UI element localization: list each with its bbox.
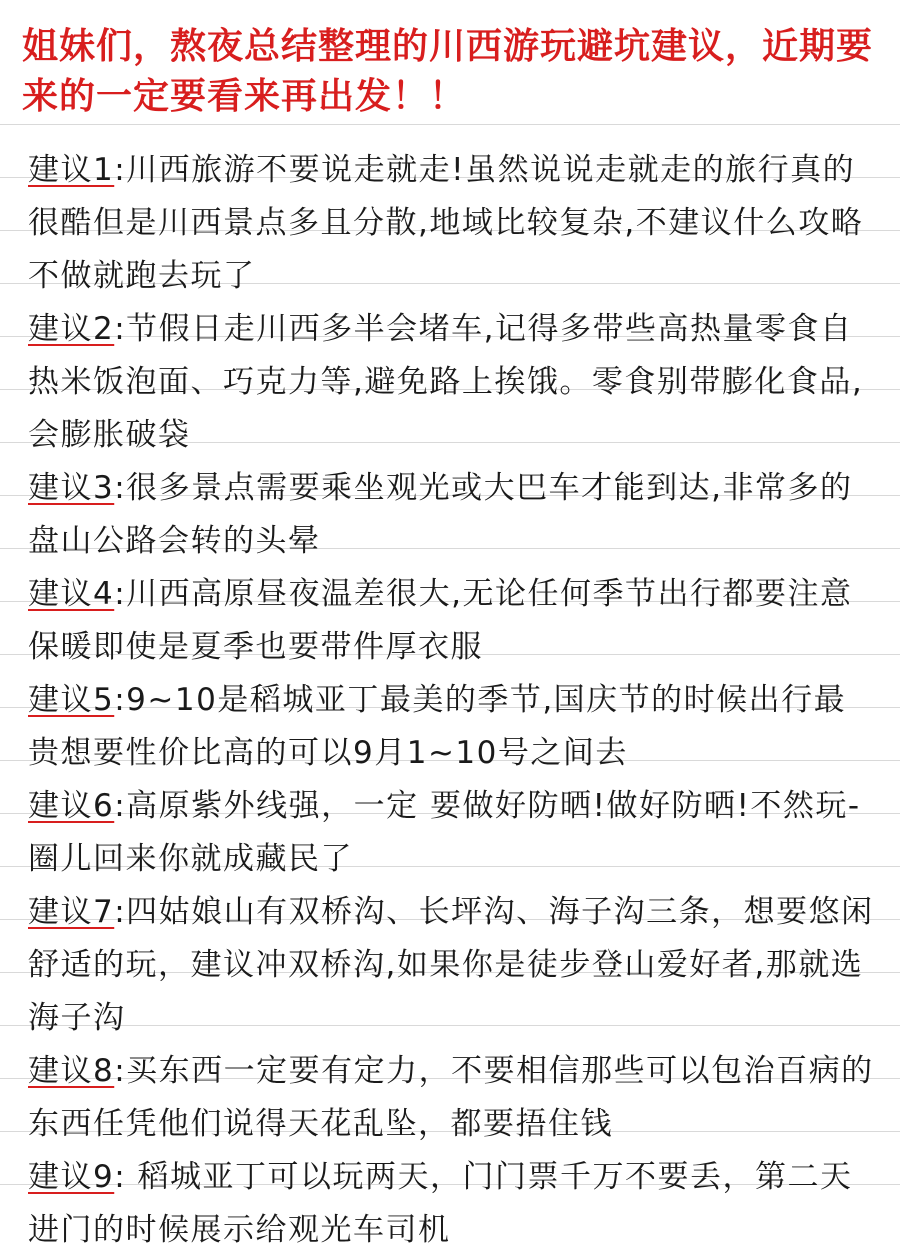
suggestion-label: 建议6	[28, 788, 115, 824]
suggestion-5	[28, 674, 878, 780]
suggestion-text: : 稻城亚丁可以玩两天，门门票千万不要丢，第二天进门的时候展示给观光车司机	[28, 1159, 853, 1248]
suggestion-list	[28, 144, 878, 1257]
suggestion-label: 建议7	[28, 894, 115, 930]
suggestion-label: 建议2	[28, 311, 115, 347]
suggestion-6	[28, 780, 878, 886]
suggestion-text: :买东西一定要有定力，不要相信那些可以包治百病的东西任凭他们说得天花乱坠，都要捂住钱	[28, 1053, 874, 1142]
suggestion-text: :节假日走川西多半会堵车,记得多带些高热量零食自热米饭泡面、巧克力等,避免路上挨饿。零食别带膨化食品,会膨胀破袋	[28, 311, 864, 453]
suggestion-text: :川西旅游不要说走就走!虽然说说走就走的旅行真的很酷但是川西景点多且分散,地域比较复杂,不建议什么攻略不做就跑去玩了	[28, 152, 864, 294]
suggestion-text: :9~10是稻城亚丁最美的季节,国庆节的时候出行最贵想要性价比高的可以9月1~10号之间去	[28, 682, 847, 771]
suggestion-3	[28, 462, 878, 568]
suggestion-label: 建议8	[28, 1053, 115, 1089]
suggestion-8	[28, 1045, 878, 1151]
page-title: 姐妹们，熬夜总结整理的川西游玩避坑建议，近期要来的一定要看来再出发！！	[22, 26, 874, 117]
suggestion-text: :高原紫外线强，一定 要做好防晒!做好防晒!不然玩-圈儿回来你就成藏民了	[28, 788, 861, 877]
suggestion-text: :很多景点需要乘坐观光或大巴车才能到达,非常多的盘山公路会转的头晕	[28, 470, 853, 559]
suggestion-label: 建议9	[28, 1159, 115, 1195]
suggestion-label: 建议1	[28, 152, 115, 188]
suggestion-label: 建议5	[28, 682, 115, 718]
suggestion-2	[28, 303, 878, 462]
suggestion-text: :四姑娘山有双桥沟、长坪沟、海子沟三条，想要悠闲舒适的玩，建议冲双桥沟,如果你是徒步登山爱好者,那就选海子沟	[28, 894, 874, 1036]
suggestion-7	[28, 886, 878, 1045]
suggestion-9	[28, 1151, 878, 1257]
suggestion-4	[28, 568, 878, 674]
suggestion-text: :川西高原昼夜温差很大,无论任何季节出行都要注意保暖即使是夏季也要带件厚衣服	[28, 576, 853, 665]
suggestion-1	[28, 144, 878, 303]
suggestion-label: 建议3	[28, 470, 115, 506]
suggestion-label: 建议4	[28, 576, 115, 612]
